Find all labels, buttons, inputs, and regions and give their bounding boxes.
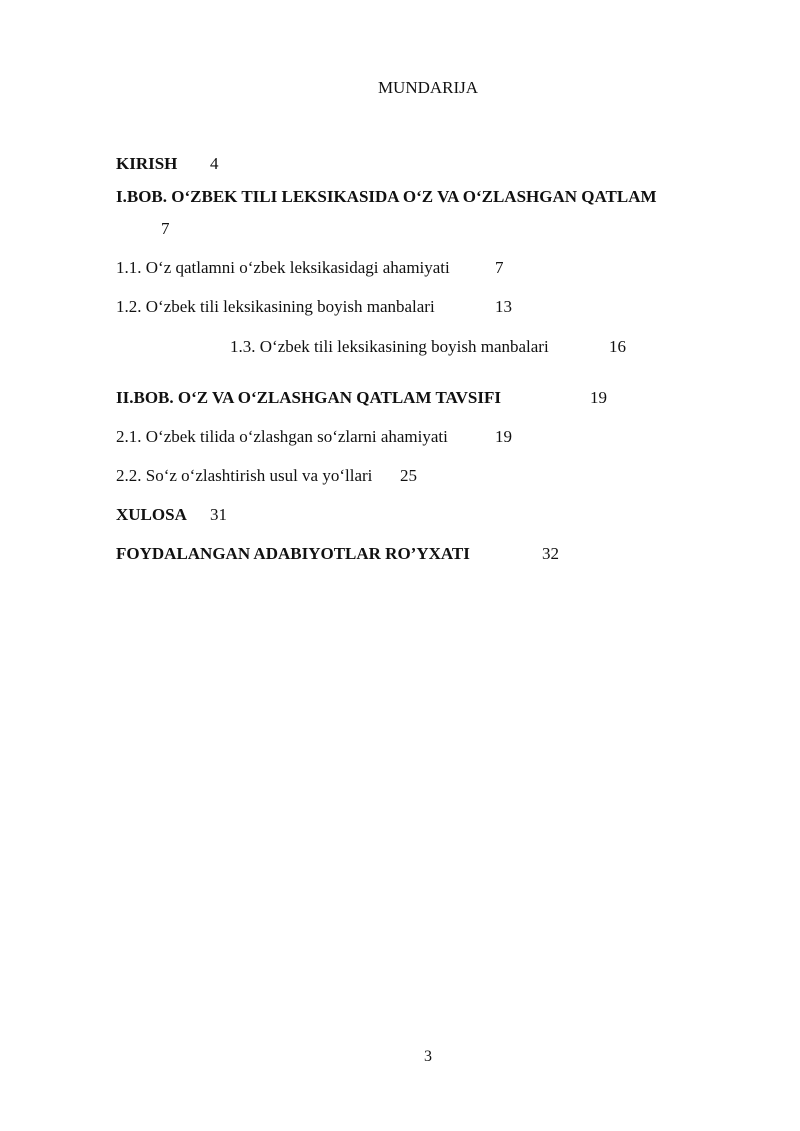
toc-entry-2-2-page: 25 [400, 466, 417, 485]
toc-entry-kirish-label: KIRISH [116, 154, 178, 173]
toc-entry-1-3-label: 1.3. O‘zbek tili leksikasining boyish manbalari [230, 337, 549, 356]
toc-entry-kirish-page: 4 [210, 154, 219, 173]
page-title: MUNDARIJA [377, 78, 479, 97]
toc-entry-chapter1-label: I.BOB. O‘ZBEK TILI LEKSIKASIDA O‘Z VA O‘ZLASHGAN QATLAM [116, 187, 657, 206]
toc-entry-1-2-page: 13 [495, 297, 512, 316]
toc-entry-2-2-label: 2.2. So‘z o‘zlashtirish usul va yo‘llari [116, 466, 373, 485]
toc-entry-1-3-page: 16 [609, 337, 626, 356]
toc-entry-2-1-page: 19 [495, 427, 512, 446]
toc-entry-1-1-label: 1.1. O‘z qatlamni o‘zbek leksikasidagi ahamiyati [116, 258, 450, 277]
toc-entry-xulosa-page: 31 [210, 505, 227, 524]
toc-entry-1-1-page: 7 [495, 258, 504, 277]
toc-entry-chapter2-page: 19 [590, 388, 607, 407]
toc-entry-chapter2-label: II.BOB. O‘Z VA O‘ZLASHGAN QATLAM TAVSIFI [116, 388, 501, 407]
toc-entry-2-1-label: 2.1. O‘zbek tilida o‘zlashgan so‘zlarni ahamiyati [116, 427, 448, 446]
toc-entry-xulosa-label: XULOSA [116, 505, 187, 524]
toc-entry-chapter1-page: 7 [161, 219, 170, 238]
toc-entry-adabiyotlar-label: FOYDALANGAN ADABIYOTLAR RO’YXATI [116, 544, 470, 563]
page-number: 3 [424, 1048, 432, 1065]
toc-entry-1-2-label: 1.2. O‘zbek tili leksikasining boyish manbalari [116, 297, 435, 316]
toc-entry-adabiyotlar-page: 32 [542, 544, 559, 563]
